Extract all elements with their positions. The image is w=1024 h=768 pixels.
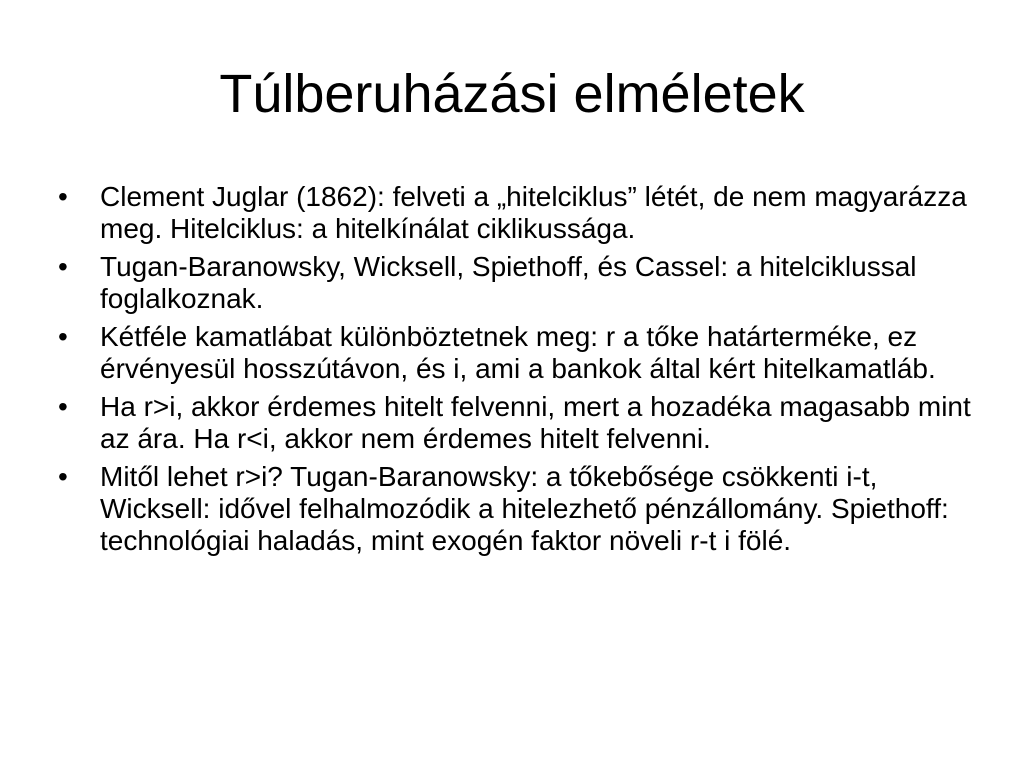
bullet-text: Ha r>i, akkor érdemes hitelt felvenni, mert a hozadéka magasabb mint az ára. Ha r<i, akkor nem érdemes hitelt felvenni. — [100, 391, 971, 454]
slide-title: Túlberuházási elméletek — [219, 64, 805, 124]
bullet-icon: • — [58, 251, 68, 282]
bullet-item — [58, 321, 978, 385]
bullet-list — [58, 181, 978, 563]
bullet-item — [58, 391, 978, 455]
bullet-icon: • — [58, 321, 68, 352]
bullet-icon: • — [58, 181, 68, 212]
bullet-text: Kétféle kamatlábat különböztetnek meg: r a tőke határterméke, ez érvényesül hosszútávon, és i, ami a bankok által kért hitelkamatláb. — [100, 321, 936, 384]
bullet-text: Mitől lehet r>i? Tugan-Baranowsky: a tőkebősége csökkenti i-t, Wicksell: idővel felhalmozódik a hitelezhető pénzállomány. Spiethoff: technológiai haladás, mint exogén faktor növeli r-t i fölé. — [100, 461, 949, 556]
bullet-icon: • — [58, 461, 68, 492]
bullet-icon: • — [58, 391, 68, 422]
bullet-text: Tugan-Baranowsky, Wicksell, Spiethoff, és Cassel: a hitelciklussal foglalkoznak. — [100, 251, 917, 314]
bullet-text: Clement Juglar (1862): felveti a „hitelciklus” létét, de nem magyarázza meg. Hitelciklus: a hitelkínálat ciklikussága. — [100, 181, 967, 244]
bullet-item — [58, 461, 978, 557]
bullet-item — [58, 181, 978, 245]
bullet-item — [58, 251, 978, 315]
